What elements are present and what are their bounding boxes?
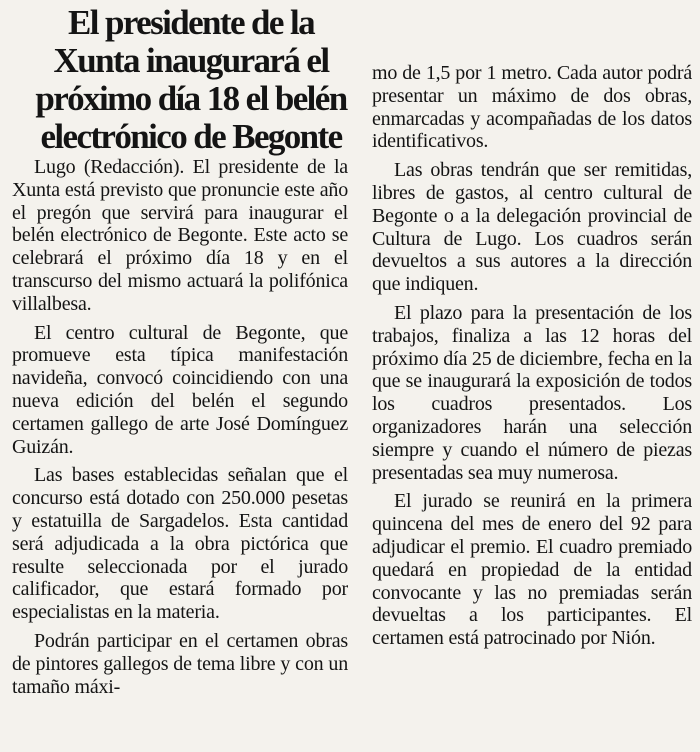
paragraph: El plazo para la presentación de los trabajos, finaliza a las 12 horas del próximo día 25 de diciembre, fecha en la que se inaugurará la exposición de todos los cuadros presentados. Los organizadores harán una selección siempre y cuando el número de piezas presentadas sea muy numerosa. (372, 301, 692, 484)
headline-line: electrónico de Begonte (40, 117, 342, 156)
article-column-right (372, 62, 692, 656)
paragraph-continuation: mo de 1,5 por 1 metro. Cada autor podrá presentar un máximo de dos obras, enmarcadas y acompañadas de los datos identificativos. (372, 62, 692, 153)
headline-line: El presidente de la (67, 3, 315, 42)
paragraph: Podrán participar en el certamen obras de pintores gallegos de tema libre y con un tamaño máxi- (12, 629, 348, 698)
paragraph-intro: Lugo (Redacción). El presidente de la Xunta está previsto que pronuncie este año el pregón que servirá para inaugurar el belén electrónico de Begonte. Este acto se celebrará el próximo día 18 y en el transcurso del mismo actuará la polifónica villalbesa. (12, 156, 348, 315)
headline-line: Xunta inaugurará el (53, 41, 329, 80)
paragraph: El jurado se reunirá en la primera quincena del mes de enero del 92 para adjudicar el premio. El cuadro premiado quedará en propiedad de la entidad convocante y las no premiadas serán devueltas a los participantes. El certamen está patrocinado por Nión. (372, 490, 692, 650)
paragraph: El centro cultural de Begonte, que promueve esta típica manifestación navideña, convocó coincidiendo con una nueva edición del belén el segundo certamen gallego de arte José Domínguez Guizán. (12, 321, 348, 458)
paragraph: Las bases establecidas señalan que el concurso está dotado con 250.000 pesetas y estatuilla de Sargadelos. Esta cantidad será adjudicada a la obra pictórica que resulte seleccionada por el jurado calificador, que estará formado por especialistas en la materia. (12, 464, 348, 624)
paragraph: Las obras tendrán que ser remitidas, libres de gastos, al centro cultural de Begonte o a la delegación provincial de Cultura de Lugo. Los cuadros serán devueltos a sus autores a la dirección que indiquen. (372, 159, 692, 296)
article-column-left (12, 156, 348, 704)
headline-line: próximo día 18 el belén (35, 79, 347, 118)
headline (22, 4, 360, 156)
